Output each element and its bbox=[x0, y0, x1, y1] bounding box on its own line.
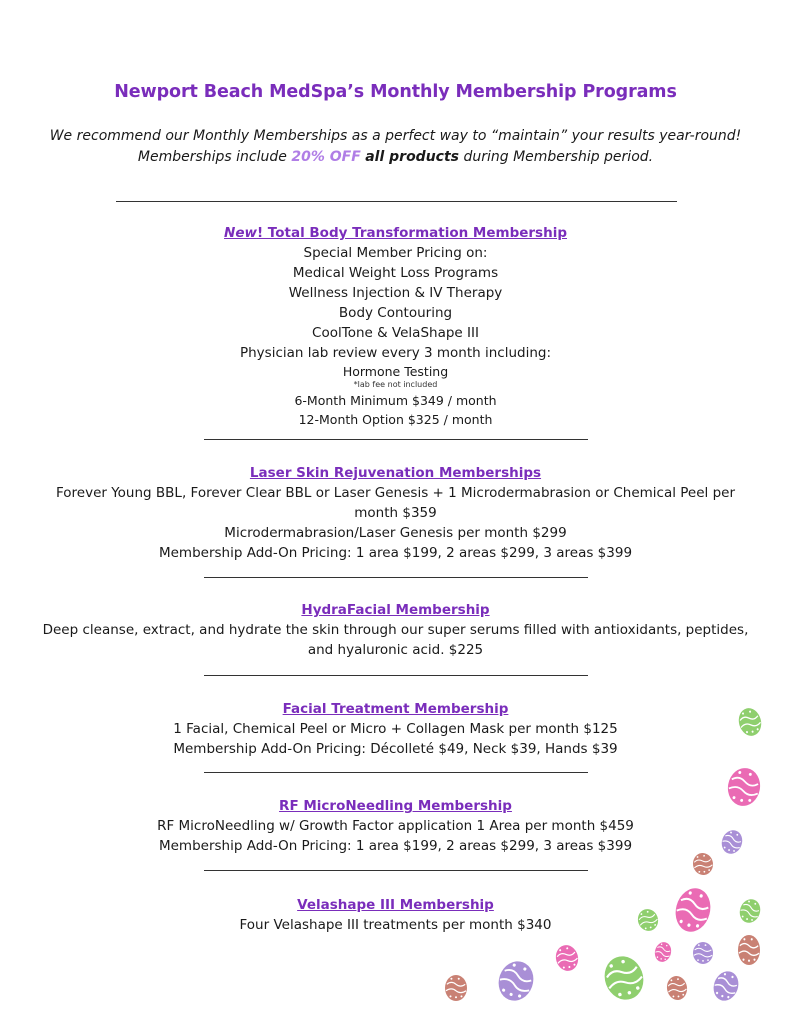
laser-line: Membership Add-On Pricing: 1 area $199, 2 areas $299, 3 areas $399 bbox=[158, 545, 633, 561]
easter-egg-icon bbox=[553, 943, 581, 974]
laser-line: month $359 bbox=[354, 505, 437, 521]
facial-title-text: Facial Treatment Membership bbox=[282, 701, 509, 717]
total-body-title-text: ! Total Body Transformation Membership bbox=[256, 225, 567, 241]
total-body-line: Physician lab review every 3 month including: bbox=[239, 345, 552, 361]
hydra-line: and hyaluronic acid. $225 bbox=[307, 642, 484, 658]
new-label: New bbox=[224, 225, 257, 241]
rf-line: Membership Add-On Pricing: 1 area $199, 2 areas $299, 3 areas $399 bbox=[158, 838, 633, 854]
easter-egg-icon bbox=[693, 942, 713, 964]
total-body-line: CoolTone & VelaShape III bbox=[312, 325, 479, 341]
twelve-month-price: 12-Month Option $325 / month bbox=[298, 412, 493, 427]
easter-egg-icon bbox=[736, 896, 763, 925]
easter-egg-icon bbox=[710, 968, 743, 1004]
hydra-line: Deep cleanse, extract, and hydrate the skin through our super serums filled with antioxidants, peptides, bbox=[42, 622, 749, 638]
easter-egg-icon bbox=[718, 827, 745, 856]
easter-egg-icon bbox=[725, 766, 763, 809]
hormone-testing: Hormone Testing bbox=[342, 364, 449, 379]
easter-egg-icon bbox=[671, 884, 715, 935]
facial-line: Membership Add-On Pricing: Décolleté $49, Neck $39, Hands $39 bbox=[173, 741, 618, 757]
total-body-line: Wellness Injection & IV Therapy bbox=[288, 285, 503, 301]
easter-egg-icon bbox=[635, 906, 661, 934]
intro-line-1: We recommend our Monthly Memberships as a perfect way to “maintain” your results year-round! bbox=[49, 128, 742, 144]
easter-egg-icon bbox=[736, 706, 764, 739]
total-body-line: Medical Weight Loss Programs bbox=[292, 265, 499, 281]
total-body-line: Body Contouring bbox=[338, 305, 453, 321]
easter-egg-icon bbox=[445, 975, 467, 1001]
velashape-title-text: Velashape III Membership bbox=[297, 897, 494, 913]
easter-egg-icon bbox=[653, 940, 674, 963]
lab-fee-note: *lab fee not included bbox=[353, 380, 438, 389]
easter-egg-icon bbox=[599, 951, 650, 1005]
easter-egg-icon bbox=[665, 974, 689, 1001]
laser-line: Microdermabrasion/Laser Genesis per month $299 bbox=[224, 525, 567, 541]
total-body-line: Special Member Pricing on: bbox=[303, 245, 488, 261]
all-products-highlight: all products bbox=[365, 149, 459, 165]
discount-highlight: 20% OFF bbox=[291, 149, 361, 165]
easter-egg-icon bbox=[738, 935, 760, 965]
page-title: Newport Beach MedSpa’s Monthly Membership Programs bbox=[114, 82, 677, 102]
laser-line: Forever Young BBL, Forever Clear BBL or Laser Genesis + 1 Microdermabrasion or Chemical Peel per bbox=[55, 485, 735, 501]
six-month-price: 6-Month Minimum $349 / month bbox=[294, 393, 497, 408]
laser-title-text: Laser Skin Rejuvenation Memberships bbox=[249, 465, 542, 481]
hydra-title-text: HydraFacial Membership bbox=[301, 602, 490, 618]
velashape-line: Four Velashape III treatments per month $340 bbox=[239, 917, 552, 933]
easter-egg-icon bbox=[493, 956, 539, 1005]
rf-title-text: RF MicroNeedling Membership bbox=[279, 798, 512, 814]
intro-text-post: during Membership period. bbox=[459, 149, 654, 165]
intro-text-pre: Memberships include bbox=[137, 149, 292, 165]
rf-line: RF MicroNeedling w/ Growth Factor application 1 Area per month $459 bbox=[157, 818, 634, 834]
easter-egg-icon bbox=[691, 851, 715, 876]
facial-line: 1 Facial, Chemical Peel or Micro + Collagen Mask per month $125 bbox=[173, 721, 618, 737]
